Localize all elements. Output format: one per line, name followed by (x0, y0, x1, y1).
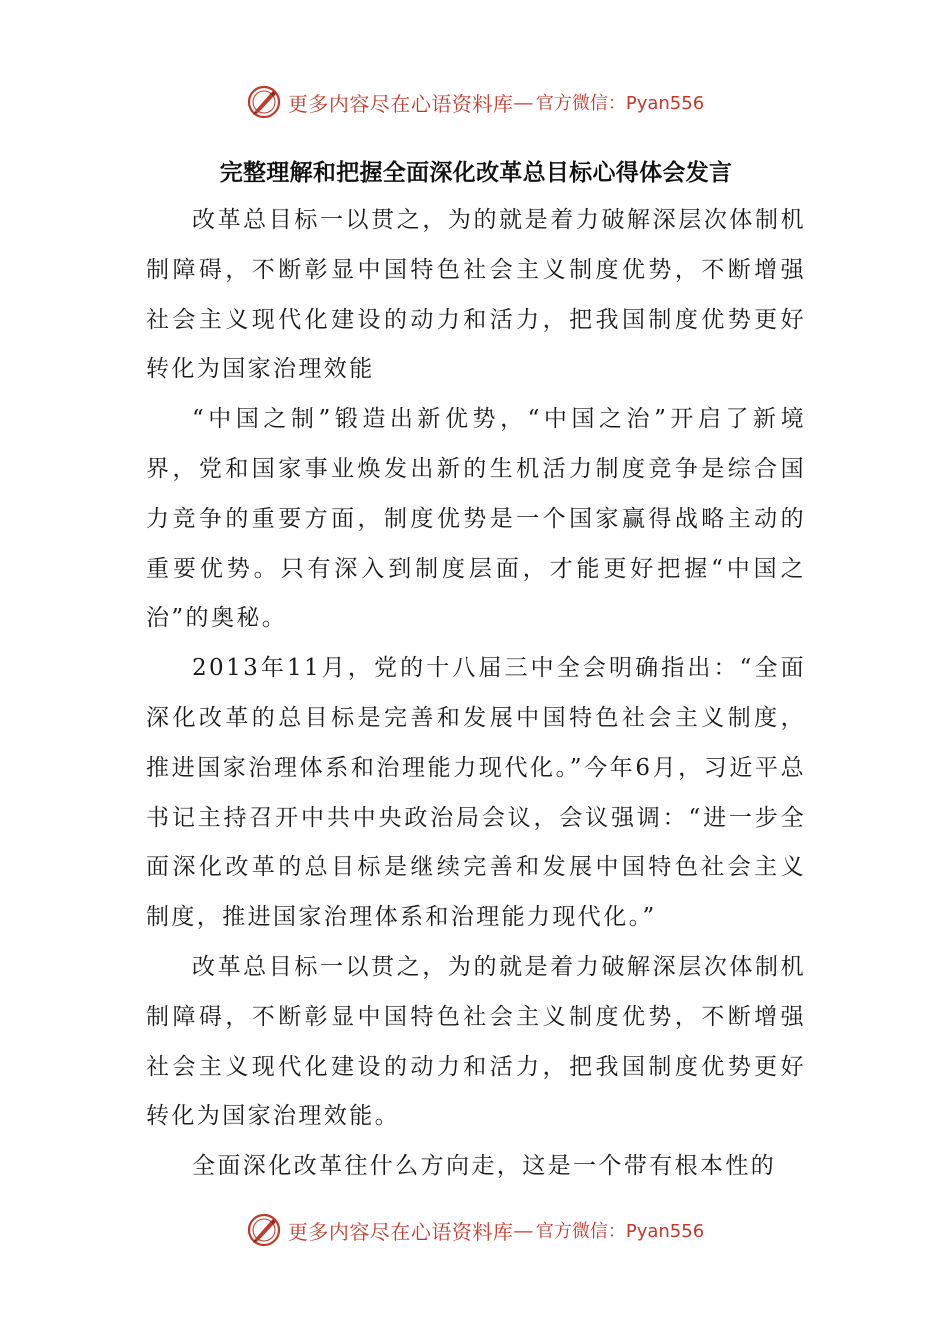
document-title: 完整理解和把握全面深化改革总目标心得体会发言 (219, 160, 733, 186)
watermark-separator: — (513, 90, 534, 114)
document-body (146, 150, 806, 1192)
paragraph: 改革总目标一以贯之，为的就是着力破解深层次体制机制障碍，不断彰显中国特色社会主义制度优势，不断增强社会主义现代化建设的动力和活力，把我国制度优势更好转化为国家治理效能 (146, 207, 806, 383)
paragraph: 全面深化改革往什么方向走，这是一个带有根本性的 (192, 1153, 777, 1180)
paragraph: 改革总目标一以贯之，为的就是着力破解深层次体制机制障碍，不断彰显中国特色社会主义制度优势，不断增强社会主义现代化建设的动力和活力，把我国制度优势更好转化为国家治理效能。 (146, 953, 806, 1130)
pen-logo-icon (246, 84, 282, 120)
watermark-separator: — (513, 1218, 534, 1242)
watermark-text: 更多内容尽在心语资料库 (287, 91, 514, 116)
footer-watermark (0, 1210, 950, 1250)
header-watermark (0, 82, 950, 122)
watermark-contact: 官方微信：Pyan556 (535, 93, 705, 114)
paragraph: 2013年11月，党的十八届三中全会明确指出：“全面深化改革的总目标是完善和发展中国特色社会主义制度，推进国家治理体系和治理能力现代化。”今年6月，习近平总书记主持召开中共中央政治局会议，会议强调：“进一步全面深化改革的总目标是继续完善和发展中国特色社会主义制度，推进国家治理体系和治理能力现代化。” (146, 655, 806, 931)
paragraph: “中国之制”锻造出新优势，“中国之治”开启了新境界，党和国家事业焕发出新的生机活力制度竞争是综合国力竞争的重要方面，制度优势是一个国家赢得战略主动的重要优势。只有深入到制度层面，才能更好把握“中国之治”的奥秘。 (146, 406, 806, 632)
watermark-text: 更多内容尽在心语资料库 (287, 1219, 514, 1244)
watermark-contact: 官方微信：Pyan556 (535, 1221, 705, 1242)
pen-logo-icon (246, 1212, 282, 1248)
